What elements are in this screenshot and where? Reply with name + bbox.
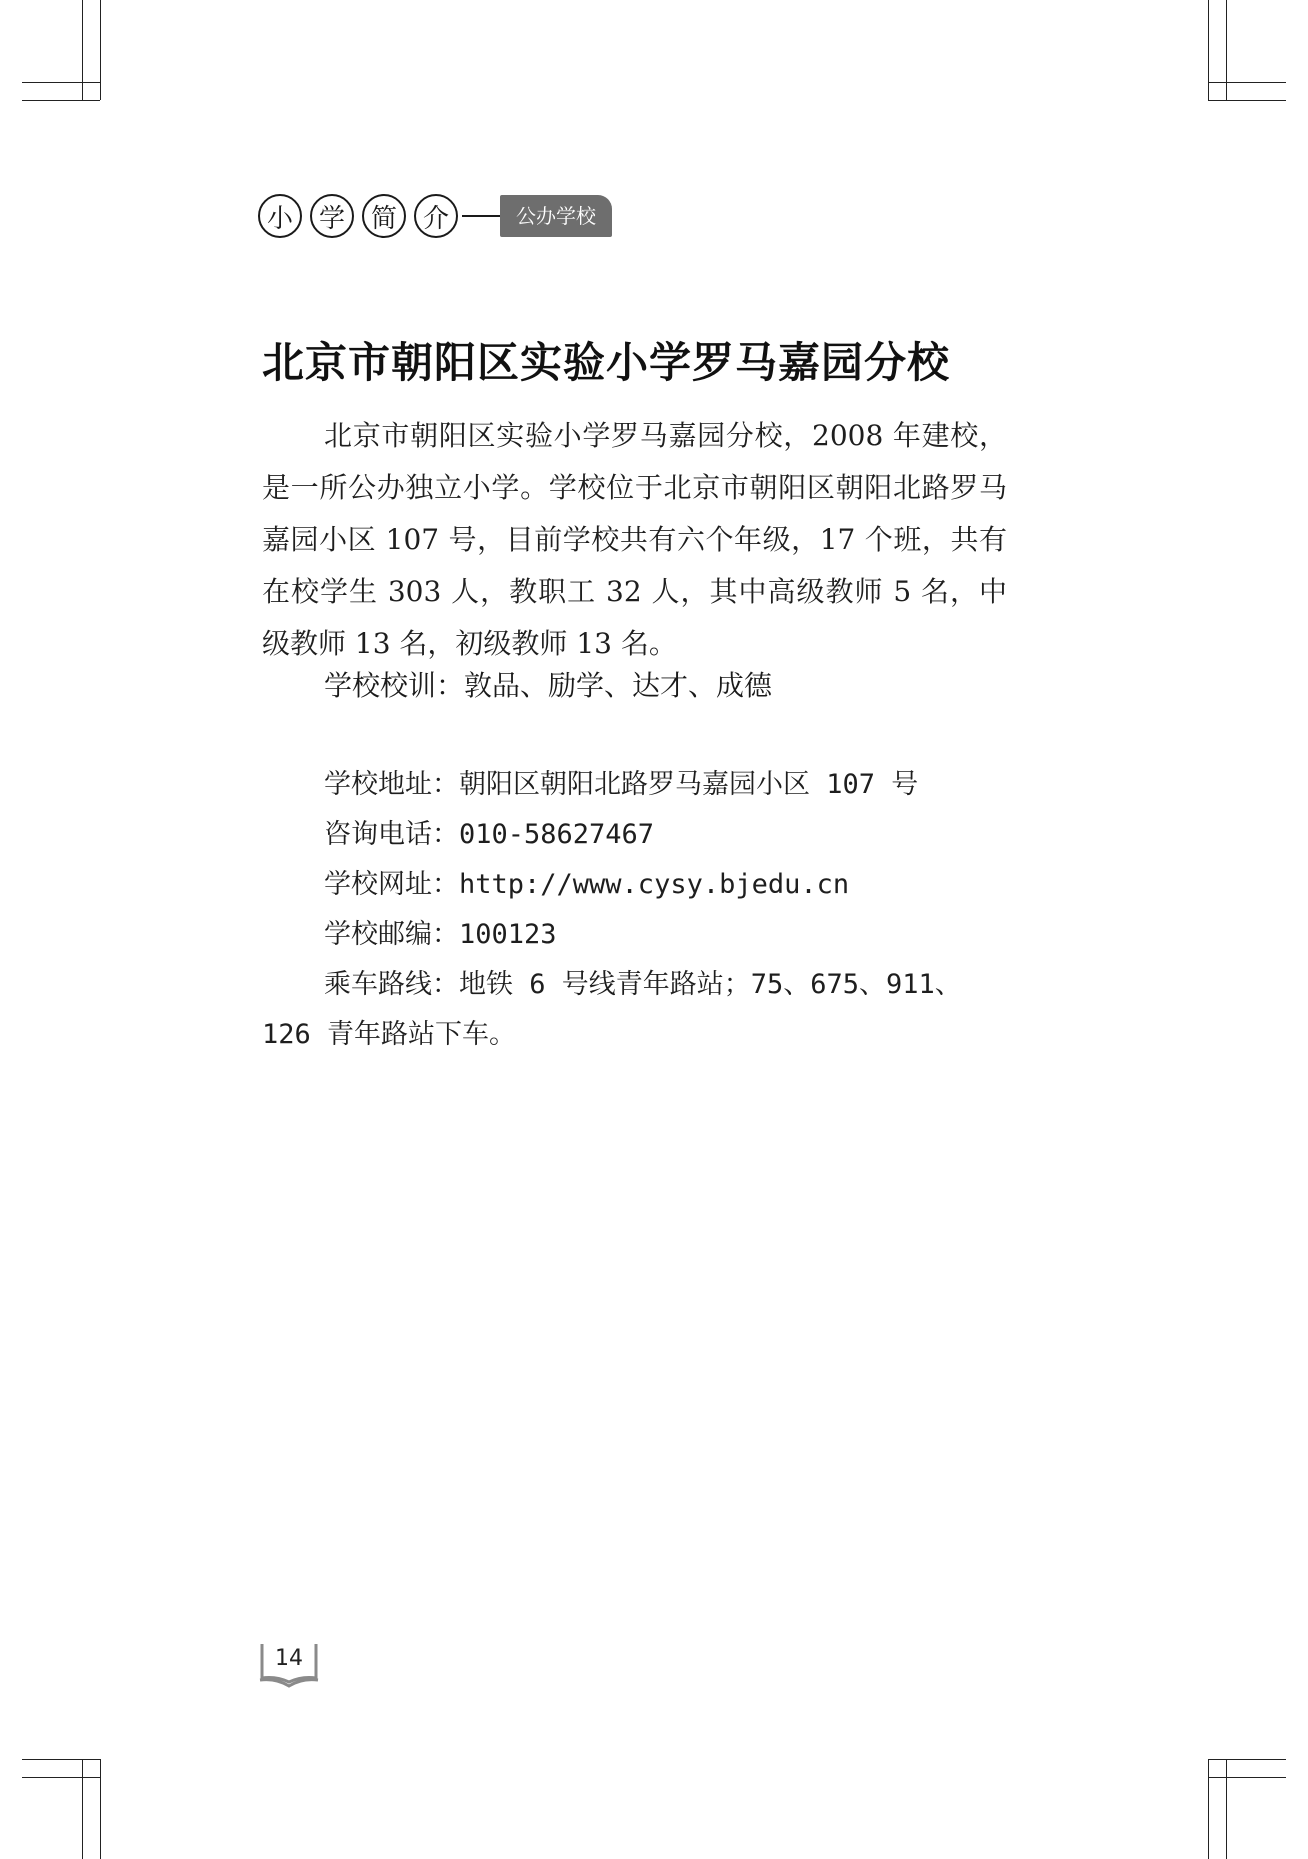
crop-mark [1208,82,1286,83]
crop-mark [82,0,83,100]
series-char: 学 [310,194,354,238]
crop-mark [1208,1777,1286,1778]
crop-mark [100,1759,101,1859]
crop-mark [1208,1759,1209,1859]
page-title: 北京市朝阳区实验小学罗马嘉园分校 [262,338,951,387]
section-badge: 公办学校 [500,195,612,237]
crop-mark [22,1777,100,1778]
running-header [258,192,612,240]
school-info [262,760,1007,1060]
school-postcode: 学校邮编：100123 [324,919,557,950]
crop-mark [22,82,100,83]
bus-route: 乘车路线：地铁 6 号线青年路站；75、675、911、126 青年路站下车。 [262,969,962,1050]
header-connector-line [462,215,500,217]
intro-paragraph: 北京市朝阳区实验小学罗马嘉园分校，2008 年建校，是一所公办独立小学。学校位于北京市朝阳区朝阳北路罗马嘉园小区 107 号，目前学校共有六个年级，17 个班，共有在校学生 303 人，教职工 32 人，其中高级教师 5 名，中级教师 13 名，初级教师 13 名。 [262,419,1007,660]
school-website: 学校网址：http://www.cysy.bjedu.cn [324,869,850,900]
crop-mark [1208,100,1286,101]
school-motto: 学校校训：敦品、励学、达才、成德 [324,669,773,702]
crop-mark [22,100,100,101]
crop-mark [100,0,101,100]
page-number-badge [258,1640,320,1688]
crop-mark [22,1759,100,1760]
crop-mark [1208,0,1209,100]
crop-mark [1226,0,1227,100]
crop-mark [1208,1759,1286,1760]
crop-mark [1226,1759,1227,1859]
school-phone: 咨询电话：010-58627467 [324,819,655,850]
school-address: 学校地址：朝阳区朝阳北路罗马嘉园小区 107 号 [324,769,919,800]
series-char: 介 [414,194,458,238]
crop-mark [82,1759,83,1859]
page-number: 14 [275,1646,303,1671]
series-char: 简 [362,194,406,238]
series-char: 小 [258,194,302,238]
